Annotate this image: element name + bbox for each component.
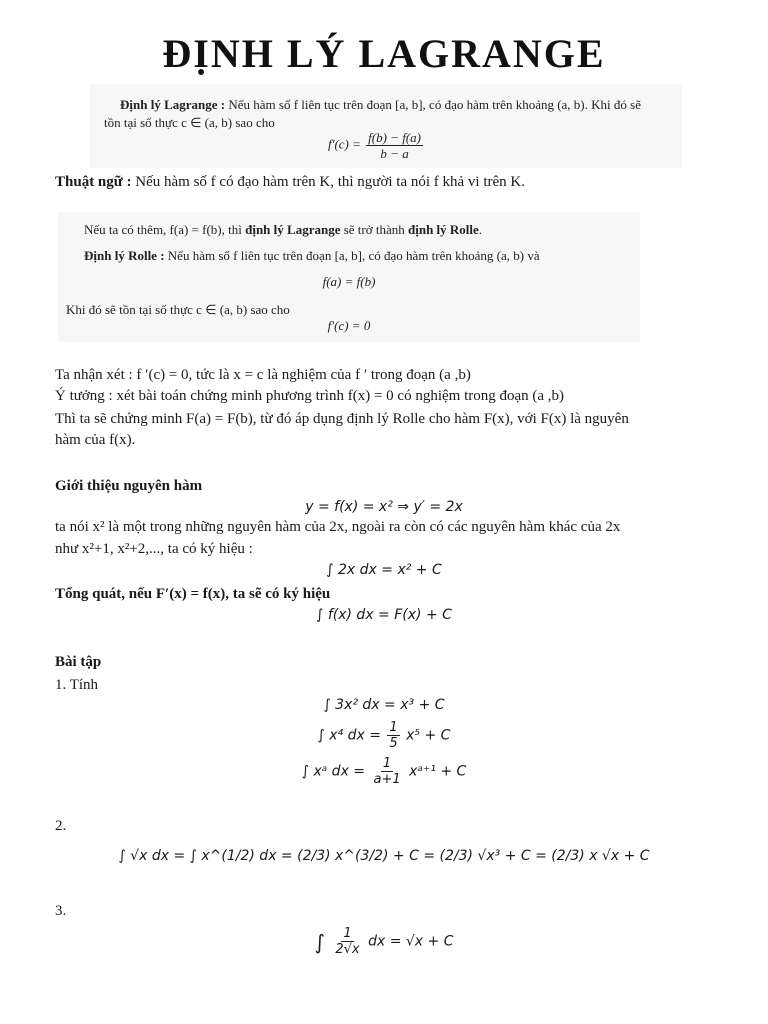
exercise-3-eq-rhs: dx = √x + C xyxy=(368,933,454,950)
exercise-3-eq xyxy=(0,926,768,957)
exercises-heading: Bài tập xyxy=(55,654,102,670)
exercise-1-eq-3-num: 1 xyxy=(382,756,392,771)
terminology xyxy=(55,174,525,191)
page-title: ĐỊNH LÝ LAGRANGE xyxy=(162,31,606,76)
exercise-1-label: 1. Tính xyxy=(55,677,99,693)
exercise-1-eq-2-num: 1 xyxy=(389,720,398,735)
lagrange-theorem-box xyxy=(90,84,682,168)
rolle-label: Định lý Rolle : xyxy=(84,248,165,263)
observation-4: hàm của f(x). xyxy=(55,432,136,448)
general-statement: Tổng quát, nếu F′(x) = f(x), ta sẽ có ký hiệu xyxy=(55,586,331,602)
observation-2: Ý tưởng : xét bài toán chứng minh phương trình f(x) = 0 có nghiệm trong đoạn (a ,b) xyxy=(55,388,565,404)
exercise-1-eq-2-rhs: x⁵ + C xyxy=(406,727,451,744)
rolle-eq-1: f(a) = f(b) xyxy=(322,274,376,289)
lagrange-formula-num: f(b) − f(a) xyxy=(368,130,421,145)
exercise-1-eq-3-den: a+1 xyxy=(373,772,401,787)
terminology-text: Nếu hàm số f có đạo hàm trên K, thì người ta nói f khả vi trên K. xyxy=(135,174,526,190)
intro-text-1: ta nói x² là một trong những nguyên hàm của 2x, ngoài ra còn có các nguyên hàm khác của 2x xyxy=(55,519,621,535)
integral-sign-icon: ∫ xyxy=(314,929,325,954)
observation-1: Ta nhận xét : f ′(c) = 0, tức là x = c là nghiệm của f ′ trong đoạn (a ,b) xyxy=(55,367,471,383)
lagrange-formula-den: b − a xyxy=(380,146,409,161)
rolle-intro-a: Nếu ta có thêm, f(a) = f(b), thì xyxy=(84,222,242,237)
rolle-theorem-box xyxy=(58,212,640,342)
intro-heading: Giới thiệu nguyên hàm xyxy=(55,478,203,494)
exercise-1-eq-3 xyxy=(0,756,768,787)
rolle-intro-e: . xyxy=(478,222,483,237)
rolle-statement xyxy=(84,248,540,264)
rolle-then: Khi đó sẽ tồn tại số thực c ∈ (a, b) sao cho xyxy=(66,302,290,317)
rolle-text: Nếu hàm số f liên tục trên đoạn [a, b], có đạo hàm trên khoảng (a, b) và xyxy=(167,248,540,263)
exercise-1-eq-2-lhs: ∫ x⁴ dx = xyxy=(317,727,381,744)
exercise-1-eq-2-den: 5 xyxy=(389,736,398,751)
lagrange-text-1: Nếu hàm số f liên tục trên đoạn [a, b], có đạo hàm trên khoảng (a, b). Khi đó sẽ xyxy=(228,97,641,112)
exercise-1-eq-3-lhs: ∫ xᵃ dx = xyxy=(301,763,366,780)
lagrange-heading: Định lý Lagrange : xyxy=(120,97,226,112)
exercise-2-eq: ∫ √x dx = ∫ x^(1/2) dx = (2/3) x^(3/2) + C = (2/3) √x³ + C = (2/3) x √x + C xyxy=(118,848,650,864)
rolle-intro-c: sẽ trở thành xyxy=(343,222,405,237)
intro-integral: ∫ 2x dx = x² + C xyxy=(326,562,442,578)
exercise-3-eq-num: 1 xyxy=(343,926,352,941)
general-integral: ∫ f(x) dx = F(x) + C xyxy=(316,607,452,623)
terminology-label: Thuật ngữ : xyxy=(55,174,132,190)
lagrange-statement xyxy=(120,97,641,113)
exercise-3-label: 3. xyxy=(55,903,67,919)
rolle-intro-d: định lý Rolle xyxy=(408,222,479,237)
exercise-3-eq-den: 2√x xyxy=(335,942,360,957)
lagrange-text-2: tồn tại số thực c ∈ (a, b) sao cho xyxy=(104,115,275,130)
intro-eq: y = f(x) = x² ⇒ y′ = 2x xyxy=(305,499,463,515)
rolle-intro xyxy=(84,222,482,238)
exercise-1-eq-1: ∫ 3x² dx = x³ + C xyxy=(323,697,445,713)
observation-3: Thì ta sẽ chứng minh F(a) = F(b), từ đó áp dụng định lý Rolle cho hàm F(x), với F(x) là nguyên xyxy=(55,411,629,427)
intro-text-2: như x²+1, x²+2,..., ta có ký hiệu : xyxy=(55,541,253,557)
exercise-2-label: 2. xyxy=(55,818,67,834)
rolle-intro-b: định lý Lagrange xyxy=(245,222,341,237)
lagrange-formula-lhs: f′(c) = xyxy=(328,136,361,152)
exercise-1-eq-3-rhs: xᵃ⁺¹ + C xyxy=(409,763,467,780)
lagrange-formula xyxy=(328,130,425,161)
rolle-eq-2: f′(c) = 0 xyxy=(327,318,371,333)
exercise-1-eq-2 xyxy=(0,720,768,751)
